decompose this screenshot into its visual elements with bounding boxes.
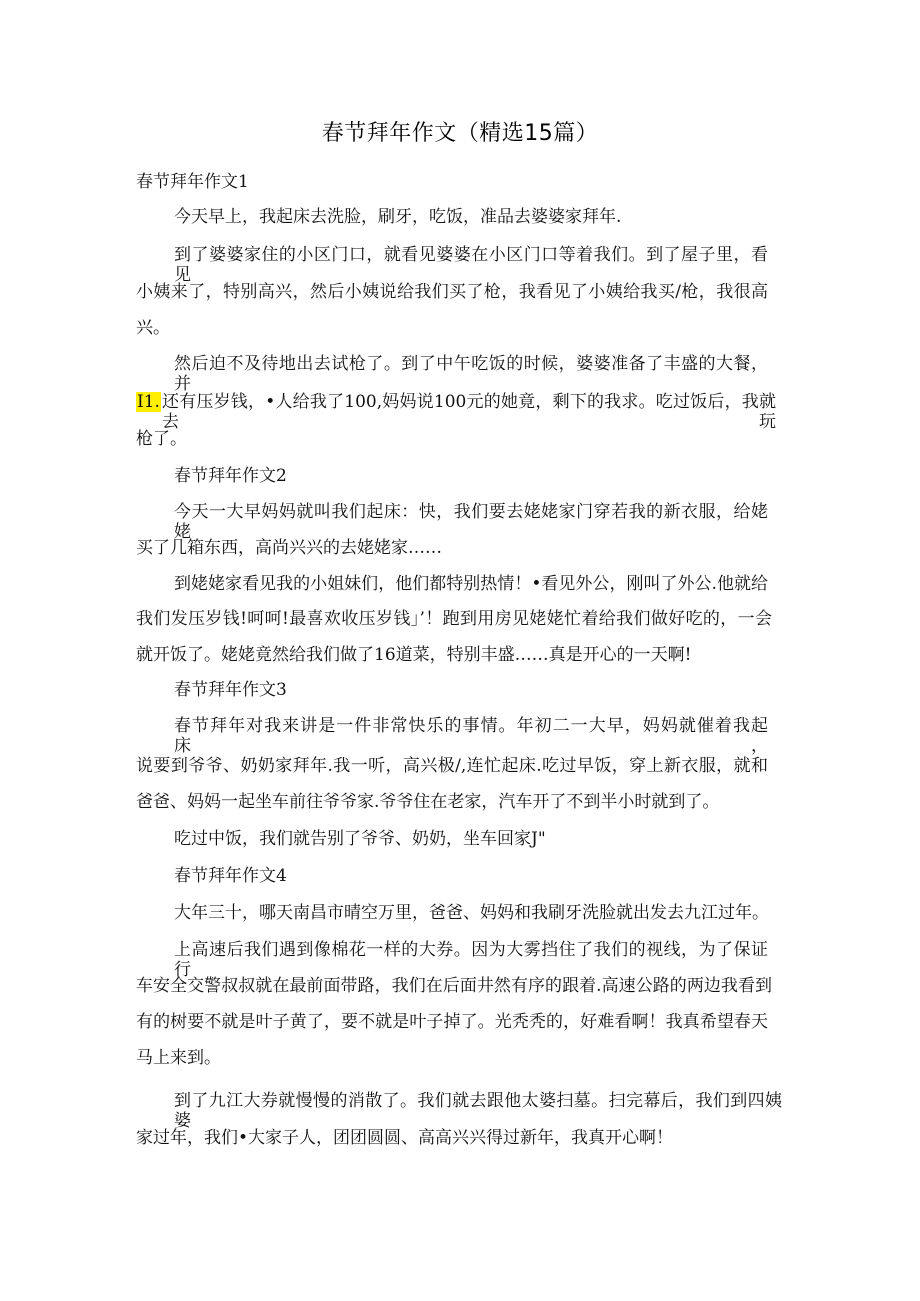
paragraph-line: 小姨来了，特别高兴，然后小姨说给我们买了枪，我看见了小姨给我买/枪，我很高 <box>136 282 768 302</box>
highlight-mark: I1. <box>137 392 160 412</box>
section-heading-3: 春节拜年作文3 <box>174 680 287 700</box>
paragraph-line: 大年三十，哪天南昌市晴空万里，爸爸、妈妈和我刷牙洗脸就出发去九江过年。 <box>174 903 769 923</box>
document-title: 春节拜年作文（精选15篇） <box>321 121 599 146</box>
paragraph-line: 爸爸、妈妈一起坐车前往爷爷家.爷爷住在老家，汽车开了不到半小时就到了。 <box>136 792 720 812</box>
paragraph-line: 到了婆婆家住的小区门口，就看见婆婆在小区门口等着我们。到了屋子里，看见 <box>174 245 768 285</box>
paragraph-line: 买了几箱东西，高尚兴兴的去姥姥家…… <box>136 538 442 558</box>
paragraph-line: 上高速后我们遇到像棉花一样的大券。因为大雾挡住了我们的视线，为了保证行 <box>174 940 768 980</box>
section-heading-4: 春节拜年作文4 <box>174 866 287 886</box>
section-heading-2: 春节拜年作文2 <box>174 466 287 486</box>
paragraph-line: 今天早上，我起床去洗脸，刷牙，吃饭，准品去婆婆家拜年. <box>174 207 622 227</box>
paragraph-line: 马上来到。 <box>136 1048 221 1068</box>
paragraph-line: 我们发压岁钱!呵呵!最喜欢收压岁钱」’！跑到用房见姥姥忙着给我们做好吃的，一会 <box>136 609 772 629</box>
paragraph-line: 家过年，我们•大家子人，团团圆圆、高高兴兴得过新年，我真开心啊！ <box>136 1128 674 1148</box>
paragraph-line: 吃过中饭，我们就告别了爷爷、奶奶，坐车回家J" <box>174 829 546 849</box>
section-heading-1: 春节拜年作文1 <box>136 172 249 192</box>
paragraph-line: 有的树要不就是叶子黄了，要不就是叶子掉了。光秃秃的，好难看啊！我真希望春天 <box>136 1012 768 1032</box>
paragraph-line: 兴。 <box>136 318 170 338</box>
paragraph-line: 春节拜年对我来讲是一件非常快乐的事情。年初二一大早，妈妈就催着我起床， <box>174 716 768 756</box>
paragraph-line: 到了九江大券就慢慢的消散了。我们就去跟他太婆扫墓。扫完幕后，我们到四姨婆 <box>174 1091 782 1131</box>
paragraph-line: 枪了。 <box>136 429 187 449</box>
paragraph-line: 还有压岁钱，•人给我了100,妈妈说100元的她竟，剩下的我求。吃过饭后，我就去玩 <box>162 392 776 432</box>
paragraph-line: 车安全交警叔叔就在最前面带路，我们在后面井然有序的跟着.高速公路的两边我看到 <box>136 976 772 996</box>
paragraph-line: 说要到爷爷、奶奶家拜年.我一听，高兴极/,连忙起床.吃过早饭，穿上新衣服，就和 <box>136 756 768 776</box>
paragraph-line: 到姥姥家看见我的小姐妹们，他们都特别热情！•看见外公，刚叫了外公.他就给 <box>174 574 768 594</box>
paragraph-line: 然后迫不及待地出去试枪了。到了中午吃饭的时候，婆婆准备了丰盛的大餐，并 <box>174 354 768 394</box>
paragraph-line: 就开饭了。姥姥竟然给我们做了16道菜，特别丰盛……真是开心的一天啊! <box>136 645 692 665</box>
paragraph-line: 今天一大早妈妈就叫我们起床：快，我们要去姥姥家门穿若我的新衣服，给姥姥 <box>174 502 768 542</box>
